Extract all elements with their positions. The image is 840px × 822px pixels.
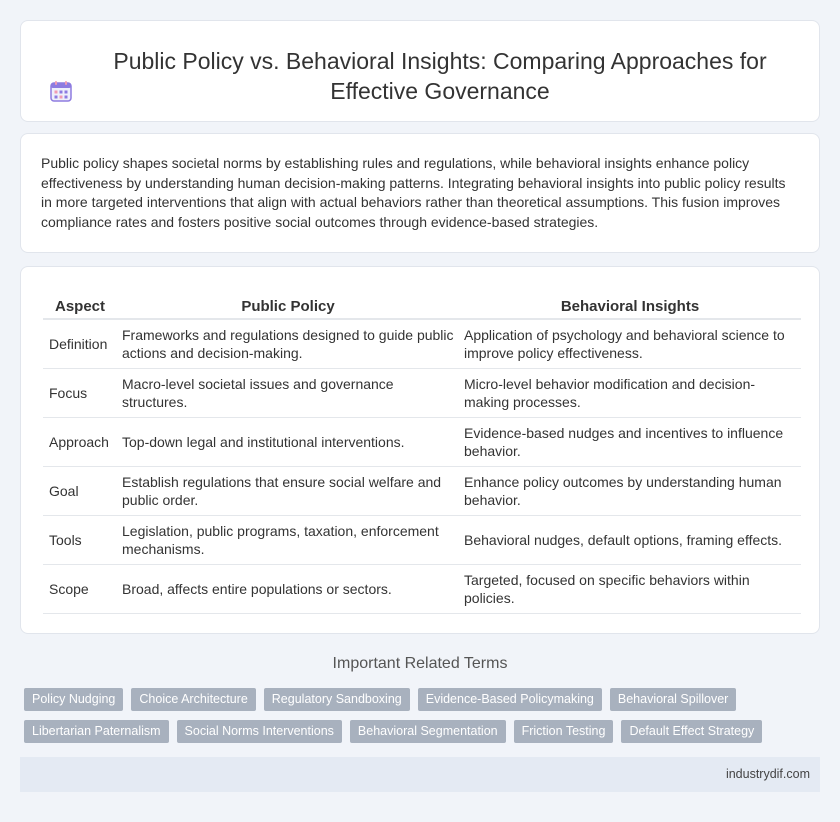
- row-aspect: Approach: [43, 418, 117, 467]
- row-public-policy: Legislation, public programs, taxation, enforcement mechanisms.: [117, 516, 459, 565]
- table-row: [43, 319, 801, 369]
- row-public-policy: Top-down legal and institutional interventions.: [117, 418, 459, 467]
- related-term-tag[interactable]: Social Norms Interventions: [177, 720, 342, 743]
- table-header-row: [43, 291, 801, 319]
- header-aspect: Aspect: [43, 291, 117, 319]
- header-card: [20, 20, 820, 122]
- table-row: [43, 418, 801, 467]
- header-behavioral-insights: Behavioral Insights: [459, 291, 801, 319]
- comparison-table: [43, 291, 801, 614]
- related-terms-list: [24, 688, 820, 743]
- related-term-tag[interactable]: Choice Architecture: [131, 688, 255, 711]
- page-title: Public Policy vs. Behavioral Insights: Comparing Approaches for Effective Governance: [113, 48, 767, 104]
- related-term-tag[interactable]: Behavioral Spillover: [610, 688, 736, 711]
- calendar-grid-icon: [50, 80, 72, 102]
- row-public-policy: Establish regulations that ensure social welfare and public order.: [117, 467, 459, 516]
- related-term-tag[interactable]: Default Effect Strategy: [621, 720, 762, 743]
- row-behavioral-insights: Enhance policy outcomes by understanding human behavior.: [459, 467, 801, 516]
- related-term-tag[interactable]: Regulatory Sandboxing: [264, 688, 410, 711]
- row-public-policy: Macro-level societal issues and governance structures.: [117, 369, 459, 418]
- row-aspect: Tools: [43, 516, 117, 565]
- row-behavioral-insights: Application of psychology and behavioral science to improve policy effectiveness.: [459, 319, 801, 369]
- footer: [20, 757, 820, 792]
- table-row: [43, 516, 801, 565]
- table-row: [43, 369, 801, 418]
- row-behavioral-insights: Behavioral nudges, default options, framing effects.: [459, 516, 801, 565]
- comparison-card: [20, 266, 820, 634]
- row-behavioral-insights: Evidence-based nudges and incentives to influence behavior.: [459, 418, 801, 467]
- title-wrap: [21, 46, 819, 106]
- row-public-policy: Frameworks and regulations designed to guide public actions and decision-making.: [117, 319, 459, 369]
- row-aspect: Goal: [43, 467, 117, 516]
- row-public-policy: Broad, affects entire populations or sectors.: [117, 565, 459, 614]
- related-term-tag[interactable]: Libertarian Paternalism: [24, 720, 169, 743]
- row-aspect: Focus: [43, 369, 117, 418]
- related-term-tag[interactable]: Friction Testing: [514, 720, 614, 743]
- related-term-tag[interactable]: Policy Nudging: [24, 688, 123, 711]
- row-behavioral-insights: Micro-level behavior modification and decision-making processes.: [459, 369, 801, 418]
- related-term-tag[interactable]: Evidence-Based Policymaking: [418, 688, 602, 711]
- footer-site-link[interactable]: industrydif.com: [725, 767, 810, 781]
- row-behavioral-insights: Targeted, focused on specific behaviors within policies.: [459, 565, 801, 614]
- header-public-policy: Public Policy: [117, 291, 459, 319]
- intro-paragraph: Public policy shapes societal norms by establishing rules and regulations, while behavioral insights enhance policy effectiveness by understanding human decision-making patterns. Integrating behavioral insights into public policy results in more targeted interventions that align with actual behaviors rather than theoretical assumptions. This fusion improves compliance rates and fosters positive social outcomes through evidence-based strategies.: [41, 155, 786, 230]
- intro-card: [20, 133, 820, 253]
- row-aspect: Definition: [43, 319, 117, 369]
- related-terms-title: Important Related Terms: [332, 655, 508, 672]
- table-row: [43, 565, 801, 614]
- related-term-tag[interactable]: Behavioral Segmentation: [350, 720, 506, 743]
- row-aspect: Scope: [43, 565, 117, 614]
- table-row: [43, 467, 801, 516]
